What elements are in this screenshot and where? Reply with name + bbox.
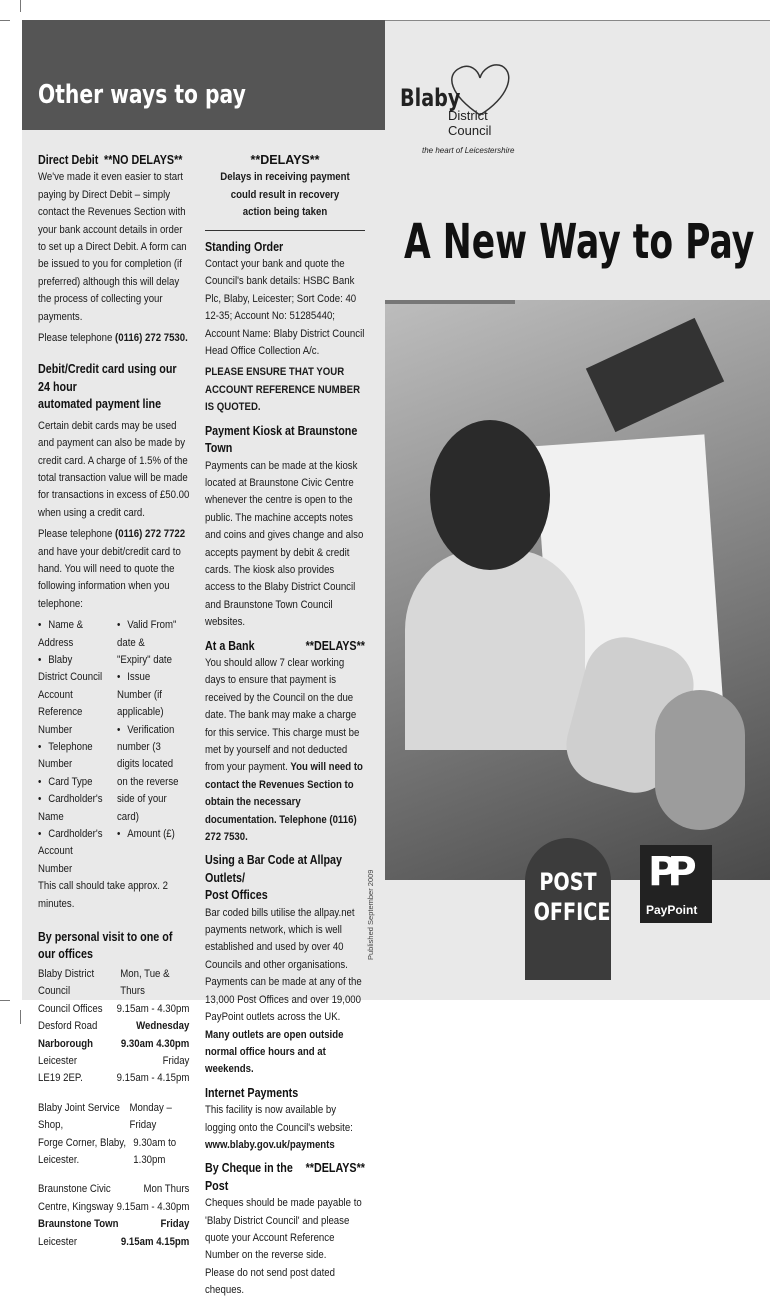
headline: A New Way to Pay [404,214,755,270]
office-hours: 9.15am - 4.30pm [116,1200,190,1213]
barcode-heading [205,852,365,904]
card-title-line1: Debit/Credit card using our 24 hour [38,362,177,394]
phone-suffix: and have your debit/credit card to hand. You will need to quote the following information when you telephone: [38,545,181,610]
bank-title: At a Bank [205,638,255,653]
card-note: This call should take approx. 2 minutes. [38,880,168,910]
card-title-line2: automated payment line [38,397,162,412]
visit-heading: By personal visit to one of our offices [38,930,173,962]
logo-tagline: the heart of Leicestershire [422,146,515,155]
logo-subname: District Council [448,108,492,138]
office-row [38,1070,189,1087]
office-row [38,1234,189,1251]
office-hours: 9.15am - 4.30pm [116,1002,190,1015]
paypoint-name: PayPoint [646,903,698,917]
internet-body [205,1102,365,1154]
kiosk-title: Payment Kiosk at Braunstone Town [205,423,358,456]
office-row [38,966,189,1001]
card-list-left [38,617,103,878]
cheque-note: Please do not send post dated cheques. [205,1266,335,1297]
direct-debit-heading [38,152,182,169]
office-address: Leicester [38,1235,78,1248]
list-item: • Name & Address [38,617,103,652]
phone-prefix: Please telephone [38,332,116,345]
office-row [38,1001,189,1018]
direct-debit-flag: **NO DELAYS** [104,153,183,167]
post-office-line2: OFFICE [533,898,611,926]
delays-title: **DELAYS** [250,153,320,167]
standing-order-body: Contact your bank and quote the Council's bank details: HSBC Bank Plc, Blaby, Leicester; Sort Code: 40 12-35; Account No: 51285440; Account Name: Blaby District Council Head Office Collection A/c. [205,258,365,358]
bank-body [205,655,365,846]
cheque-flag: **DELAYS** [305,1161,365,1176]
office-row [38,1036,189,1053]
office-row [38,1181,189,1198]
list-item: • Cardholder's Name [38,791,103,826]
office-address: Braunstone Civic [38,1183,111,1196]
office-row [38,1199,189,1216]
list-item: • Card Type [38,774,103,791]
crop-mark [20,1010,21,1024]
office-address: LE19 2EP. [38,1072,83,1085]
divider [205,230,365,231]
cheque-body: Cheques should be made payable to 'Blaby District Council' and please quote your Account Reference Number on the reverse side. [205,1197,362,1262]
card-image [586,318,724,432]
standing-order-note: PLEASE ENSURE THAT YOUR ACCOUNT REFERENCE NUMBER IS QUOTED. [205,366,361,414]
standing-order-title: Standing Order [205,239,284,254]
office-address: Centre, Kingsway [38,1200,114,1213]
card-heading [38,361,190,413]
office-hours: Monday – Friday [129,1101,172,1132]
list-item: • Amount (£) [117,826,180,843]
paypoint-mark-icon: PP [648,849,687,895]
office-hours: Mon Thurs [143,1183,190,1196]
cheque-heading [205,1160,365,1195]
left-column [38,152,190,1251]
bank-phone: Telephone (0116) 272 7530. [205,813,357,844]
office-hours: 9.15am - 4.15pm [116,1072,190,1085]
office-block [38,966,190,1088]
card-info-list [38,617,190,878]
office-address: Leicester [38,1054,78,1067]
office-row [38,1216,189,1233]
office-hours: Friday [162,1054,190,1067]
post-office-logo [525,838,611,980]
office-row [38,1053,189,1070]
crop-mark [0,20,10,21]
person-image [405,550,585,750]
office-hours: Friday [160,1218,190,1231]
barcode-title-line2: Post Offices [205,888,268,903]
blaby-logo [400,60,530,160]
card-list-right [117,617,180,878]
phone-number: (0116) 272 7722 [115,528,186,541]
office-row [38,1018,189,1035]
crop-mark [0,1000,10,1001]
barcode-body [205,905,365,1079]
office-address: Blaby Joint Service Shop, [38,1101,120,1132]
office-block [38,1100,190,1170]
delays-box [205,152,365,222]
card-phone [38,526,190,613]
internet-text: This facility is now available by logging onto the Council's website: [205,1104,353,1134]
office-hours: Wednesday [136,1020,190,1033]
office-address: Narborough [38,1037,94,1050]
list-item: • Blaby District Council Account Reference Number [38,652,103,739]
post-office-line1: POST [539,868,597,896]
card-body: Certain debit cards may be used and payment can also be made by credit card. A charge of 1.5% of the total transaction value will be made for transactions in excess of £50.00 when using a credit card. [38,419,190,519]
list-item: • Issue Number (if applicable) [117,669,180,721]
hero-photo [385,300,770,880]
office-address: Forge Corner, Blaby, Leicester. [38,1136,127,1166]
office-hours: 9.30am to 1.30pm [133,1136,177,1166]
list-item: • Valid From" date & "Expiry" date [117,617,180,669]
published-date: Published September 2009 [366,869,375,960]
phone-prefix: Please telephone [38,528,116,541]
person-face-image [430,420,550,570]
barcode-text: Bar coded bills utilise the allpay.net payments network, which is well established and used by over 40 Councils and other organisations. Payments can be made at any of the 13,000 Post Offices and over 19,000 PayPoint outlets across the UK. [205,906,362,1024]
barcode-bold: Many outlets are open outside normal office hours and at weekends. [205,1028,344,1076]
office-hours: 9.15am 4.15pm [120,1235,190,1248]
crop-mark [20,0,21,12]
office-address: Braunstone Town [38,1218,119,1231]
bank-heading [205,638,365,655]
internet-title: Internet Payments [205,1085,299,1100]
hand-image [655,690,745,830]
office-row [38,1100,189,1135]
office-block [38,1181,190,1251]
office-list [38,966,190,1251]
office-address: Desford Road [38,1020,98,1033]
phone-number: (0116) 272 7530. [115,332,188,345]
office-row [38,1135,189,1170]
middle-column [205,152,365,1300]
bank-text: You should allow 7 clear working days to ensure that payment is received by the Council on the due date. The bank may make a charge for this service. This charge must be met by yourself and not deducted from your payment. [205,656,360,774]
website-link[interactable]: www.blaby.gov.uk/payments [205,1138,335,1151]
kiosk-body: Payments can be made at the kiosk located at Braunstone Civic Centre whenever the centre is open to the public. The machine accepts notes and coins and gives change and also accepts payment by debit & credit cards. The kiosk also provides access to the Blaby District Council and Braunstone Town Council websites. [205,459,364,629]
direct-debit-body: We've made it even easier to start paying by Direct Debit – simply contact the Revenues Section with your bank account details in order to set up a Direct Debit. A form can be issued to you for completion (if preferred) although this will delay the process of collecting your payments. [38,171,187,323]
page-title: Other ways to pay [38,80,246,110]
bank-bold: You will need to contact the Revenues Section to obtain the necessary documentation. [205,761,363,826]
list-item: • Verification number (3 digits located on the reverse side of your card) [117,722,180,826]
list-item: • Cardholder's Account Number [38,826,103,878]
office-address: Council Offices [38,1002,103,1015]
cheque-title: By Cheque in the Post [205,1161,293,1193]
headline-rule [385,300,515,304]
list-item: • Telephone Number [38,739,103,774]
office-hours: 9.30am 4.30pm [120,1037,190,1050]
barcode-title-line1: Using a Bar Code at Allpay Outlets/ [205,853,342,885]
direct-debit-phone [38,330,190,347]
header-band [22,20,385,130]
bank-flag: **DELAYS** [305,638,365,653]
office-address: Blaby District Council [38,967,95,998]
direct-debit-title: Direct Debit [38,153,99,167]
logo-name: Blaby [400,84,461,112]
office-hours: Mon, Tue & Thurs [120,967,170,998]
paypoint-logo [640,845,712,923]
delays-body: Delays in receiving payment could result in recovery action being taken [220,171,350,219]
